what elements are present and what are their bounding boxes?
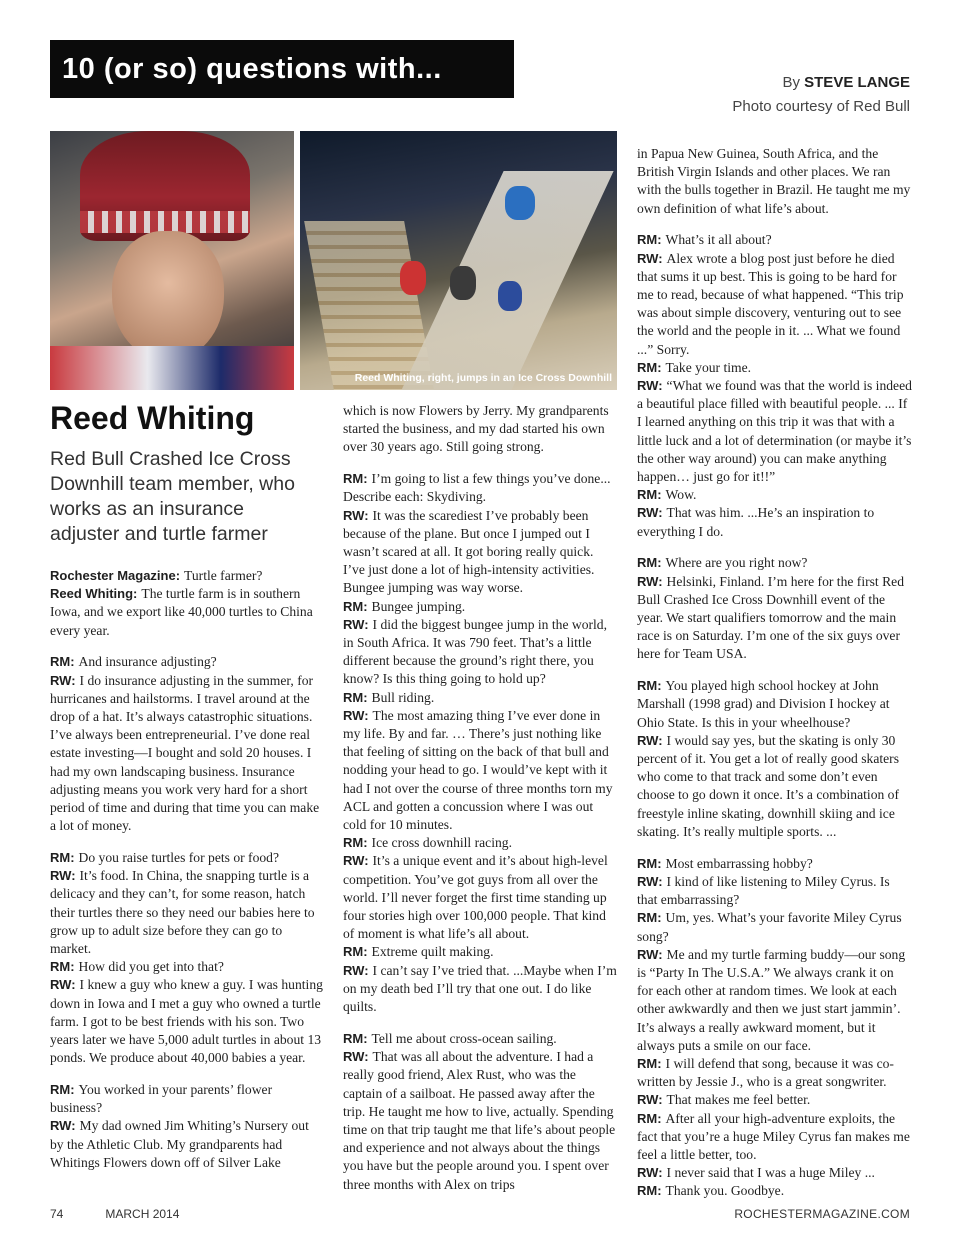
qa-block [343,1030,618,1194]
qa-text: Me and my turtle farming buddy—our song is “Party In The U.S.A.” We always crank it on for each other at random times. We look at each other awkwardly and then we just start jammin’. It’s always a really awkward moment, but it always puts a smile on our face. [637,946,906,1053]
skater-shape [505,186,535,220]
qa-block [50,1081,325,1172]
qa-line [637,377,912,486]
answer-line [343,616,618,689]
answer-text: I do insurance adjusting in the summer, for hurricanes and hailstorms. I travel around at the drop of a hat. It’s always catastrophic situations. I’ve always been entrepreneurial. I’ve done real estate investing—I bought and sold 20 houses. I had my own landscaping business. Insurance adjusting means you work very hard for a short period of time and during that time you can make a lot of money. [50,672,320,834]
speaker-label: RM: [637,910,662,926]
qa-line [637,1164,912,1182]
answer-text: It’s food. In China, the snapping turtle is a delicacy and they can’t, for some reason, hatch their turtles there so they need our babies here to grow up to adult size before they can go to market. [50,868,315,957]
qa-line [637,873,912,909]
qa-block [637,677,912,841]
question-line [50,653,325,671]
face-shape [112,231,224,361]
photo-credit: Photo courtesy of Red Bull [732,98,910,115]
qa-block [50,653,325,835]
question-line [343,834,618,852]
issue-date: MARCH 2014 [105,1207,180,1221]
speaker-label: RW: [343,707,369,723]
question-line [343,1030,618,1048]
answer-text: It’s a unique event and it’s about high-level competition. You’ve got guys from all over the world. I’ll never forget the first time standing up four stories high over 100,000 people. That kind of moment is what life’s all about. [343,853,608,942]
speaker-label: RW: [343,962,369,978]
beanie-band-shape [80,211,250,233]
speaker-label: RW: [343,616,369,632]
qa-text: You played high school hockey at John Marshall (1998 grad) and Division I hockey at Ohio State. Is this in your wheelhouse? [637,678,890,730]
skater-shape [498,281,522,311]
speaker-label: RW: [637,732,663,748]
answer-line [343,962,618,1017]
site-url: ROCHESTERMAGAZINE.COM [734,1207,910,1221]
answer-line [343,707,618,834]
qa-text: I would say yes, but the skating is only 30 percent of it. You get a lot of really good skaters who come to that track and some don’t even choose to go down it once. It’s a combination of freestyle inline skating, downhill skiing and ice skating. It’s really multiple sports. ... [637,732,900,839]
author-name: STEVE LANGE [804,74,910,91]
speaker-label: RM: [637,487,662,503]
question-text: Do you raise turtles for pets or food? [78,850,280,866]
answer-line [50,672,325,836]
speaker-label: RM: [637,1110,662,1126]
speaker-label: RW: [343,853,369,869]
qa-line [637,359,912,377]
qa-text: After all your high-adventure exploits, the fact that you’re a huge Miley Cyrus fan makes me feel a little better, too. [637,1110,910,1162]
speaker-label: RM: [637,1183,662,1199]
speaker-label: RW: [50,977,76,993]
qa-line [637,855,912,873]
qa-text: I kind of like listening to Miley Cyrus. Is that embarrassing? [637,873,890,908]
speaker-label: RW: [637,573,663,589]
qa-block [343,470,618,1016]
speaker-label: RM: [50,850,75,866]
speaker-label: RM: [637,1055,662,1071]
qa-text: Where are you right now? [665,555,808,571]
jersey-shape [50,346,294,390]
page-footer-left [50,1207,179,1221]
answer-line [343,507,618,598]
qa-line [637,486,912,504]
speaker-label: RW: [637,1165,663,1181]
qa-text: I will defend that song, because it was co-written by Jessie J., who is a great songwriter. [637,1055,894,1090]
speaker-label: RM: [637,359,662,375]
answer-text: That was all about the adventure. I had a really good friend, Alex Rust, who was the captain of a sailboat. He passed away after the trip. He taught me how to live, actually. Spending time on that trip taught me that life’s about people and experience and not always about the things you have but the people around you. I spent over three months with Alex on trips [343,1049,616,1192]
portrait-photo [50,131,294,390]
qa-line [637,250,912,359]
qa-text: Most embarrassing hobby? [665,855,813,871]
qa-text: Thank you. Goodbye. [665,1183,785,1199]
question-text: I’m going to list a few things you’ve done... Describe each: Skydiving. [343,471,611,505]
qa-line [637,677,912,732]
answer-line [50,1117,325,1172]
article-column-2 [343,402,618,1207]
section-header [50,40,514,98]
qa-block [637,855,912,1201]
question-line [50,1081,325,1117]
question-line [50,849,325,867]
answer-text: It was the scarediest I’ve probably been because of the plane. But once I jumped out I wasn’t scared at all. It got boring really quick. I’ve just done a lot of high-intensity activities. Bungee jumping was way worse. [343,507,595,596]
speaker-label: RW: [637,378,663,394]
qa-line [637,1091,912,1109]
profile-subtitle: Red Bull Crashed Ice Cross Downhill team member, who works as an insurance adjuster and turtle farmer [50,448,295,545]
speaker-label: RM: [343,944,368,960]
qa-text: That was him. ...He’s an inspiration to everything I do. [637,505,875,539]
question-line [343,598,618,616]
qa-line [637,1055,912,1091]
speaker-label: RW: [50,672,76,688]
question-text: How did you get into that? [78,959,224,975]
speaker-label: RW: [637,873,663,889]
section-title: 10 (or so) questions with... [62,53,442,85]
speaker-label: RM: [343,471,368,487]
qa-text: Um, yes. What’s your favorite Miley Cyrus song? [637,910,902,944]
question-line [343,689,618,707]
question-line [343,470,618,506]
question-text: And insurance adjusting? [78,654,217,670]
question-text: Turtle farmer? [184,568,263,583]
question-text: You worked in your parents’ flower business? [50,1082,273,1116]
qa-text: Wow. [665,487,697,503]
speaker-label: RW: [343,507,369,523]
speaker-label: RM: [50,654,75,670]
byline-prefix: By [782,74,800,91]
qa-line [637,909,912,945]
qa-line [637,504,912,540]
answer-text: The turtle farm is in southern Iowa, and we export like 40,000 turtles to China every year. [50,586,313,638]
byline [782,74,910,91]
skater-shape [450,266,476,300]
qa-text: Take your time. [665,359,752,375]
question-text: Bull riding. [371,689,435,705]
qa-text: “What we found was that the world is indeed a beautiful place filled with beautiful people. ... If I learned anything on this trip it was that with a little luck and a lot of determination (or maybe it’s the other way around) you can make anything happen… just go for it!!” [637,378,912,485]
qa-line [637,946,912,1055]
speaker-label: RM: [343,598,368,614]
qa-text: What’s it all about? [665,232,772,248]
question-text: Bungee jumping. [371,598,466,614]
answer-text: I did the biggest bungee jump in the world, in South Africa. It was 790 feet. That’s a little different because the ground’s right there, you know? Is this thing going to hold up? [343,616,607,687]
speaker-label: RM: [50,959,75,975]
speaker-label: RM: [637,555,662,571]
speaker-label: RW: [637,1092,663,1108]
qa-block [50,849,325,1067]
speaker-label: RM: [637,232,662,248]
qa-line [637,573,912,664]
speaker-label: RM: [343,835,368,851]
answer-line [50,585,325,640]
answer-line [50,867,325,958]
answer-text: I knew a guy who knew a guy. I was hunting down in Iowa and I met a guy who owned a turtle farm. I got to be best friends with his son. Two years later we have 5,000 adult turtles in about 13 ponds. We produce about 40,000 babies a year. [50,977,323,1066]
speaker-label: RM: [343,689,368,705]
answer-line [343,852,618,943]
answer-line [50,976,325,1067]
speaker-label: RM: [637,678,662,694]
answer-text: The most amazing thing I’ve ever done in my life. By and far. … There’s just nothing like that feeling of sitting on the back of that bull and nodding your head to go. I would’ve kept with it had I not over the course of three months torn my ACL and gotten a concussion where I was out cold for 10 minutes. [343,707,613,833]
answer-text: I can’t say I’ve tried that. ...Maybe when I’m on my death bed I’ll try that one out. I do like quilts. [343,962,617,1015]
article-column-3 [637,145,912,1214]
qa-block [637,554,912,663]
qa-line [637,554,912,572]
question-line [50,958,325,976]
qa-line [637,732,912,841]
qa-text: I never said that I was a huge Miley ... [666,1165,875,1181]
speaker-label: RM: [343,1030,368,1046]
speaker-label: RW: [637,250,663,266]
speaker-label: RM: [50,1082,75,1098]
skater-shape [400,261,426,295]
qa-line [637,1110,912,1165]
speaker-label: RW: [637,946,663,962]
race-photo [300,131,617,390]
question-text: Ice cross downhill racing. [371,835,512,851]
qa-text: That makes me feel better. [666,1092,811,1108]
speaker-label: RM: [637,855,662,871]
qa-text: Alex wrote a blog post just before he died that sums it up best. This is going to be hard for me to read, because of what happened. “This trip was about simple discovery, venturing out to see the world and the people in it. ... What we found ...” Sorry. [637,250,904,357]
speaker-label: Rochester Magazine: [50,568,181,583]
question-text: Extreme quilt making. [371,944,494,960]
qa-block [637,231,912,540]
speaker-label: RW: [343,1049,369,1065]
speaker-label: RW: [50,868,76,884]
qa-text: Helsinki, Finland. I’m here for the first Red Bull Crashed Ice Cross Downhill event of the year. We start qualifiers tomorrow and the main race is on Saturday. I’m one of the six guys over here for Team USA. [637,573,904,662]
qa-line [637,1182,912,1200]
question-line [50,567,325,585]
speaker-label: RW: [50,1118,76,1134]
photo-caption: Reed Whiting, right, jumps in an Ice Cross Downhill [354,372,612,384]
speaker-label: RW: [637,505,663,521]
answer-text: My dad owned Jim Whiting’s Nursery out by the Athletic Club. My grandparents had Whitings Flowers down off of Silver Lake [50,1118,309,1170]
article-column-1 [50,567,325,1186]
question-text: Tell me about cross-ocean sailing. [371,1030,557,1046]
profile-name: Reed Whiting [50,400,255,436]
qa-line [637,231,912,249]
continuation-text: which is now Flowers by Jerry. My grandparents started the business, and my dad started his own over 30 years ago. Still going strong. [343,403,609,455]
page-number: 74 [50,1207,64,1221]
continuation-text: in Papua New Guinea, South Africa, and the British Virgin Islands and other places. We ran with the bulls together in Brazil. He taught me my own definition of what life’s about. [637,146,911,216]
answer-line [343,1048,618,1194]
qa-block [50,567,325,640]
speaker-label: Reed Whiting: [50,586,138,602]
question-line [343,943,618,961]
